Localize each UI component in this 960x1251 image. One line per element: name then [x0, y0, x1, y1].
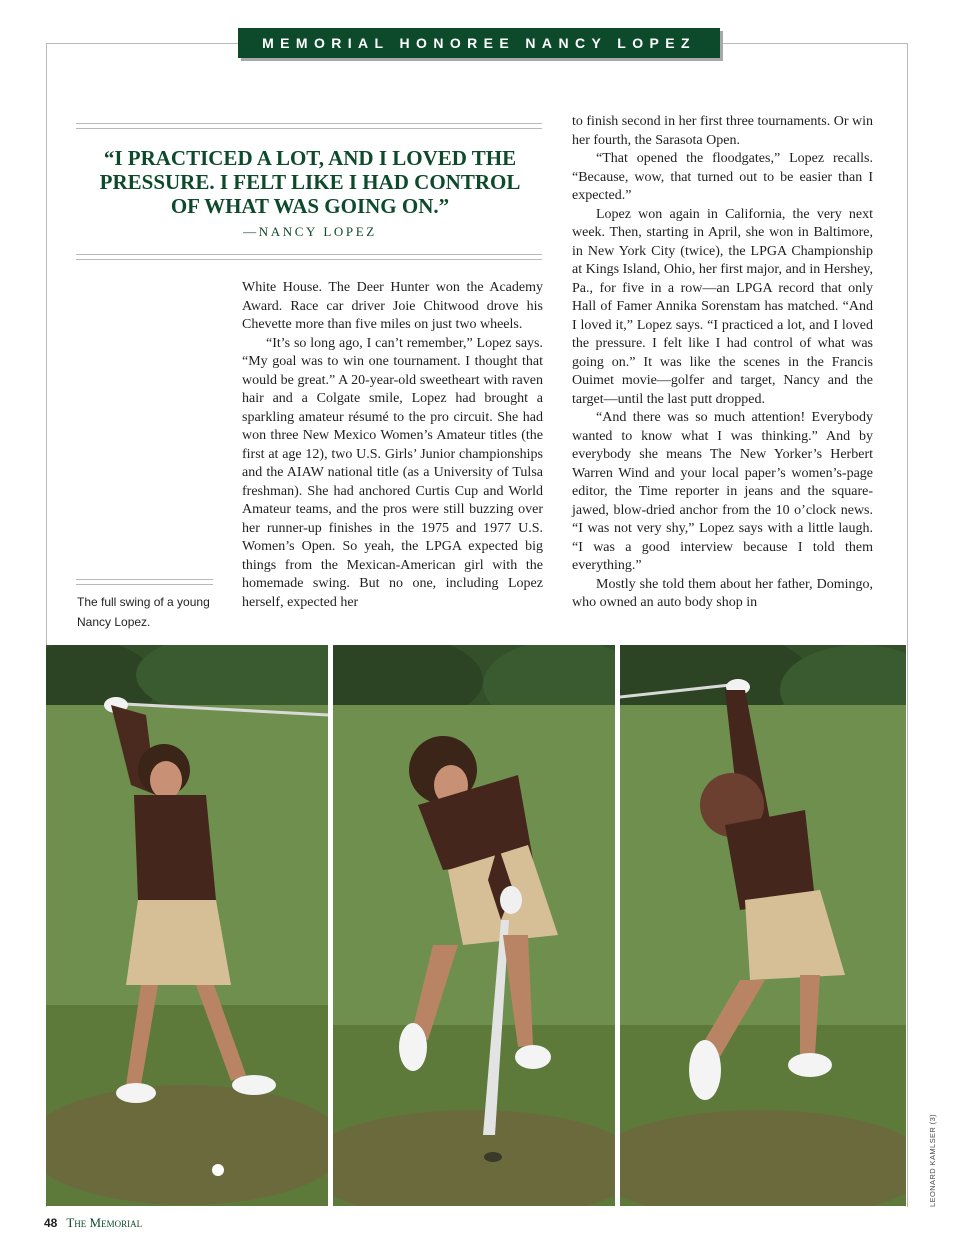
- pull-quote-bottom-rule: [76, 254, 542, 260]
- article-paragraph: “And there was so much attention! Everybody wanted to know what I was thinking.” And by everybody she means The New Yorker’s Herbert Warren Wind and your local paper’s women’s-page editor, the Time reporter in jeans and the square-jawed, blow-dried anchor from the 10 o’clock news. “I was not very shy,” Lopez says with a little laugh. “I was a good interview because I told them everything.”: [572, 410, 873, 573]
- pull-quote-top-rule: [76, 123, 542, 129]
- magazine-name: The Memorial: [66, 1215, 143, 1230]
- photo-caption: The full swing of a young Nancy Lopez.: [77, 595, 210, 629]
- article-paragraph: Lopez won again in California, the very next week. Then, starting in April, she won in Baltimore, in New York City (twice), the LPGA Championship at Kings Island, Ohio, her first major, and in Hershey, Pa., for five in a row—an LPGA record that only Hall of Famer Annika Sorenstam has matched. “And I loved it,” Lopez says. “I practiced a lot, and I loved the pressure. I felt like I had control of what was going on.” It was like the scenes in the Francis Ouimet movie—golfer and target, Nancy and the target—until the last putt dropped.: [572, 206, 873, 407]
- pull-quote-line: OF WHAT WAS GOING ON.”: [170, 194, 450, 218]
- pull-quote-line: “I PRACTICED A LOT, AND I LOVED THE: [103, 146, 517, 170]
- swing-photo-follow-through: [620, 645, 906, 1206]
- swing-photo-backswing: [46, 645, 328, 1206]
- page-footer: [44, 1215, 142, 1231]
- section-banner: MEMORIAL HONOREE NANCY LOPEZ: [238, 28, 720, 58]
- article-paragraph: Mostly she told them about her father, Domingo, who owned an auto body shop in: [572, 576, 873, 610]
- pull-quote-attribution: —NANCY LOPEZ: [243, 224, 377, 239]
- pull-quote: [70, 146, 550, 218]
- pull-quote-line: PRESSURE. I FELT LIKE I HAD CONTROL: [99, 170, 521, 194]
- swing-photo-impact: [333, 645, 615, 1206]
- article-paragraph: “That opened the floodgates,” Lopez recalls. “Because, wow, that turned out to be easier than I expected.”: [572, 151, 873, 203]
- article-paragraph: White House. The Deer Hunter won the Academy Award. Race car driver Joie Chitwood drove his Chevette more than five miles on just two wheels.: [242, 280, 543, 332]
- page-number: 48: [44, 1216, 58, 1230]
- photo-credit: LEONARD KAMLSER (3): [928, 1113, 937, 1207]
- article-paragraph: “It’s so long ago, I can’t remember,” Lopez says. “My goal was to win one tournament. I thought that would be great.” A 20-year-old sweetheart with raven hair and a Colgate smile, Lopez had brought a sparkling amateur résumé to the pro circuit. She had won three New Mexico Women’s Amateur titles (the first at age 12), two U.S. Girls’ Junior championships and the AIAW national title (as a University of Tulsa freshman). She had anchored Curtis Cup and World Amateur teams, and the pros were still buzzing over her runner-up finishes in the 1975 and 1977 U.S. Women’s Open. So yeah, the LPGA expected big things from the Mexican-American girl with the homemade swing. But no one, including Lopez herself, expected her: [242, 335, 543, 610]
- article-column-middle: [242, 279, 543, 612]
- article-column-right: [572, 113, 873, 613]
- article-paragraph: to finish second in her first three tournaments. Or win her fourth, the Sarasota Open.: [572, 114, 873, 148]
- caption-rule: [76, 579, 213, 585]
